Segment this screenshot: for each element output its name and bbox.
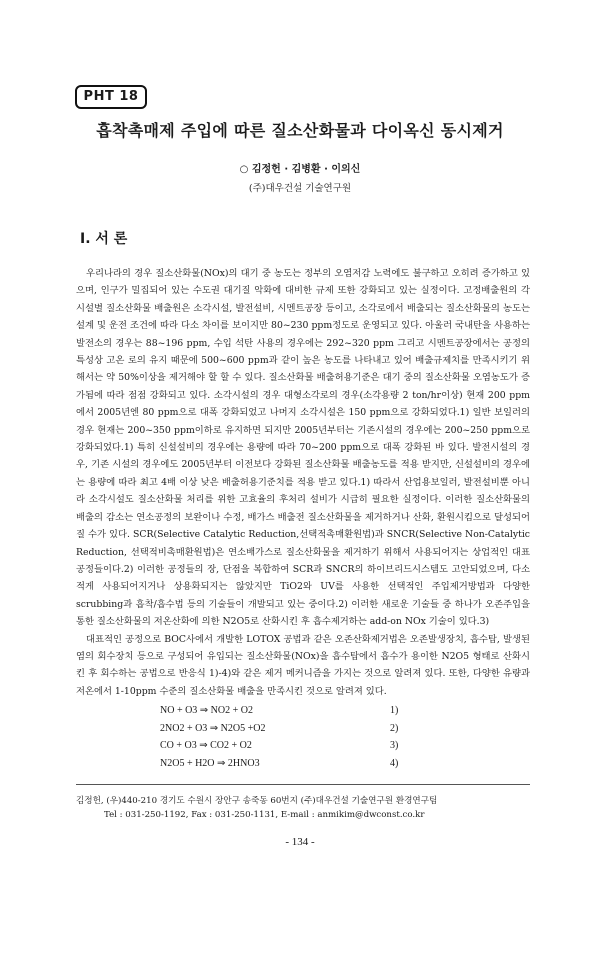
equation [160, 702, 530, 720]
equation [160, 720, 530, 738]
equation-number: 3) [390, 740, 399, 752]
affiliation: (주)대우건설 기술연구원 [248, 183, 352, 194]
body-text [76, 265, 530, 773]
equation-number: 4) [390, 757, 399, 769]
equation-text: 2NO2 + O3 ⇒ N2O5 +O2 [160, 722, 266, 734]
equation-list [160, 702, 530, 772]
section-heading: I. 서 론 [80, 231, 128, 247]
paragraph: 우리나라의 경우 질소산화물(NOx)의 대기 중 농도는 정부의 오염저감 노력에도 불구하고 오히려 증가하고 있으며, 인구가 밀집되어 있는 수도권 대기질 악화에 대비한 규제 또한 강화되고 있는 실정이다. 고정배출원의 각 시설별 질소산화물 배출원은 소각시설, 발전설비, 시멘트공장 등이고, 소각로에서 배출되는 질소산화물의 농도는 설계 및 운전 조건에 따라 다소 차이를 보이지만 80~230 ppm정도로 운영되고 있다. 아울러 국내탄을 사용하는 발전소의 경우는 88~196 ppm, 수입 석탄 사용의 경우에는 292~320 ppm 그리고 시멘트공장에서는 공정의 특성상 고온 로의 유지 때문에 500~600 ppm과 같이 높은 농도를 나타내고 있어 배출규제치를 만족시키기 위해서는 약 50%이상을 제거해야 할 할 수 있다. 질소산화물 배출허용기준은 대기 중의 질소산화물 오염농도가 증가됨에 따라 점점 강화되고 있다. 소각시설의 경우 대형소각로의 경우(소각용량 2 ton/hr이상) 현재 200 ppm에서 2005년엔 80 ppm으로 대폭 강화되었고 나머지 소각시설은 150 ppm으로 강화되었다.1) 일반 보일러의 경우 현재는 200~350 ppm이하로 유지하면 되지만 2005년부터는 기존시설의 경우에는 200~250 ppm으로 강화되었다.1) 특히 신설설비의 경우에는 용량에 따라 70~200 ppm으로 대폭 강화된 바 있다. 발전시설의 경우, 기존 시설의 경우에도 2005년부터 이전보다 강화된 질소산화물 배출농도를 적용 받지만, 신설설비의 경우에는 용량에 따라 최고 4배 이상 낮은 배출허용기준치를 적용 받고 있다.1) 따라서 산업용보일러, 발전설비뿐 아니라 소각시설도 질소산화물 처리를 위한 고효율의 후처리 설비가 시급히 필요한 실정이다. 이러한 질소산화물의 배출의 감소는 연소공정의 보완이나 수정, 배가스 배출전 질소산화물을 제거하거나 산화, 환원시킴으로 달성되어 질 수가 있다. SCR(Selective Catalytic Reduction,선택적촉매환원법)과 SNCR(Selective Non-Catalytic Reduction, 선택적비촉매환원법)은 연소배가스로 질소산화물을 제거하기 위해서 사용되어지는 상업적인 대표공정들이다.2) 이러한 공정들의 장, 단점을 복합하여 SCR과 SNCR의 하이브리드시스템도 고안되었으며, 다소 적게 사용되어지거나 상용화되지는 않았지만 TiO2와 UV를 사용한 선택적인 주입제거방법과 다양한 scrubbing과 흡착/흡수법 등의 기술들이 개발되고 있는 중이다.2) 이러한 새로운 기술들 중 하나가 오존주입을 통한 질소산화물의 저온산화에 의한 N2O5로 산화시킨 후 흡수제거하는 add-on NOx 기술이 있다.3) [76, 268, 530, 628]
paper-code-badge: PHT 18 [75, 85, 147, 109]
page-number: - 134 - [285, 836, 315, 848]
equation [160, 737, 530, 755]
paper-title: 흡착촉매제 주입에 따른 질소산화물과 다이옥신 동시제거 [96, 121, 504, 140]
footnote-contact: Tel : 031-250-1192, Fax : 031-250-1131, E-mail : anmikim@dwconst.co.kr [104, 810, 425, 820]
equation-number: 1) [390, 705, 399, 717]
footnote-address: 김정헌, (우)440-210 경기도 수원시 장안구 송죽동 60번지 (주)대우건설 기술연구원 환경연구팀 [76, 796, 438, 806]
paragraph: 대표적인 공정으로 BOC사에서 개발한 LOTOX 공법과 같은 오존산화제거법은 오존발생장치, 흡수탑, 발생된 염의 회수장치 등으로 구성되어 유입되는 질소산화물(NOx)을 흡수탑에서 흡수가 용이한 N2O5 형태로 산화시킨 후 회수하는 공법으로 반응식 1)-4)와 같은 제거 메커니즘을 가지는 것으로 알려져 있다. 또한, 다양한 유량과 저온에서 1-10ppm 수준의 질소산화물 배출을 만족시킨 것으로 알려져 있다. [76, 633, 530, 697]
equation-text: N2O5 + H2O ⇒ 2HNO3 [160, 757, 260, 769]
equation [160, 755, 530, 773]
equation-text: NO + O3 ⇒ NO2 + O2 [160, 705, 253, 717]
footnote [76, 794, 546, 822]
footnote-divider [76, 784, 530, 785]
author-list: ○ 김정헌 · 김병환 · 이의신 [239, 164, 361, 175]
equation-text: CO + O3 ⇒ CO2 + O2 [160, 740, 252, 752]
equation-number: 2) [390, 722, 399, 734]
